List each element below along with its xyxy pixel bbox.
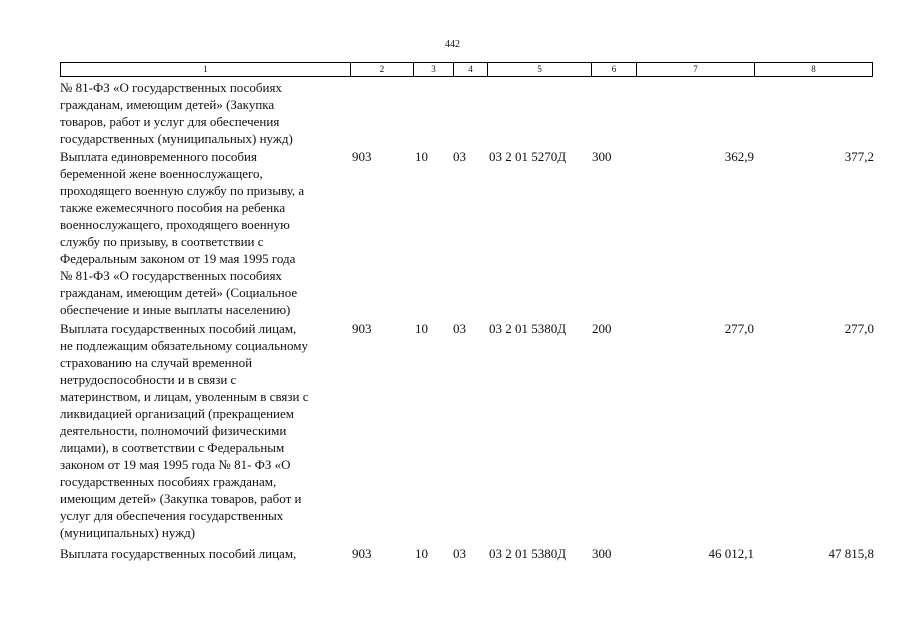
row-amount-year1: 362,9 xyxy=(724,149,754,164)
row-description: Выплата единовременного пособия беременной жене военнослужащего, проходящего военную службу по призыву, а также ежемесячного пособия на ребенка военнослужащего, проходящего военную службу по призыву, в соответствии с Федеральным законом от 19 мая 1995 года № 81-ФЗ «О государственных пособиях гражданам, имеющим детей» (Социальное обеспечение и иные выплаты населению) xyxy=(60,149,305,317)
row-amount-year2: 377,2 xyxy=(844,149,874,164)
row-code-target: 03 2 01 5380Д xyxy=(489,546,567,561)
row-code-subsection: 03 xyxy=(453,149,466,164)
row-amount-year2: 47 815,8 xyxy=(828,546,874,561)
row-description: Выплата государственных пособий лицам, не подлежащим обязательному социальному страхованию на случай временной нетрудоспособности и в связи с материнством, и лицам, уволенным в связи с ликвидацией организаций (прекращением деятельности, полномочий физическими лицами), в соответствии с Федеральным законом от 19 мая 1995 года № 81- ФЗ «О государственных пособиях гражданам, имеющим детей» (Закупка товаров, работ и услуг для обеспечения государственных (муниципальных) нужд) xyxy=(60,321,309,540)
row-description: Выплата государственных пособий лицам, xyxy=(60,546,297,561)
row-code-expense-type: 300 xyxy=(592,149,612,164)
row-code-section: 10 xyxy=(415,546,428,561)
row-code-subsection: 03 xyxy=(453,321,466,336)
page-number: 442 xyxy=(445,39,460,50)
column-header-8: 8 xyxy=(755,63,873,77)
row-code-expense-type: 300 xyxy=(592,546,612,561)
column-header-table xyxy=(60,62,873,77)
column-header-2: 2 xyxy=(351,63,414,77)
row-code-target: 03 2 01 5380Д xyxy=(489,321,567,336)
row-description: № 81-ФЗ «О государственных пособиях гражданам, имеющим детей» (Закупка товаров, работ и услуг для обеспечения государственных (муниципальных) нужд) xyxy=(60,80,293,146)
row-code-section: 10 xyxy=(415,149,428,164)
row-amount-year2: 277,0 xyxy=(844,321,874,336)
column-header-1: 1 xyxy=(61,63,351,77)
column-header-4: 4 xyxy=(454,63,488,77)
column-header-6: 6 xyxy=(592,63,637,77)
row-code-ministry: 903 xyxy=(352,149,372,164)
column-header-5: 5 xyxy=(488,63,592,77)
row-code-subsection: 03 xyxy=(453,546,466,561)
row-code-target: 03 2 01 5270Д xyxy=(489,149,567,164)
row-code-ministry: 903 xyxy=(352,546,372,561)
row-code-section: 10 xyxy=(415,321,428,336)
column-header-3: 3 xyxy=(414,63,454,77)
row-amount-year1: 277,0 xyxy=(724,321,754,336)
row-code-ministry: 903 xyxy=(352,321,372,336)
column-header-row xyxy=(61,63,873,77)
row-code-expense-type: 200 xyxy=(592,321,612,336)
column-header-7: 7 xyxy=(637,63,755,77)
row-amount-year1: 46 012,1 xyxy=(708,546,754,561)
